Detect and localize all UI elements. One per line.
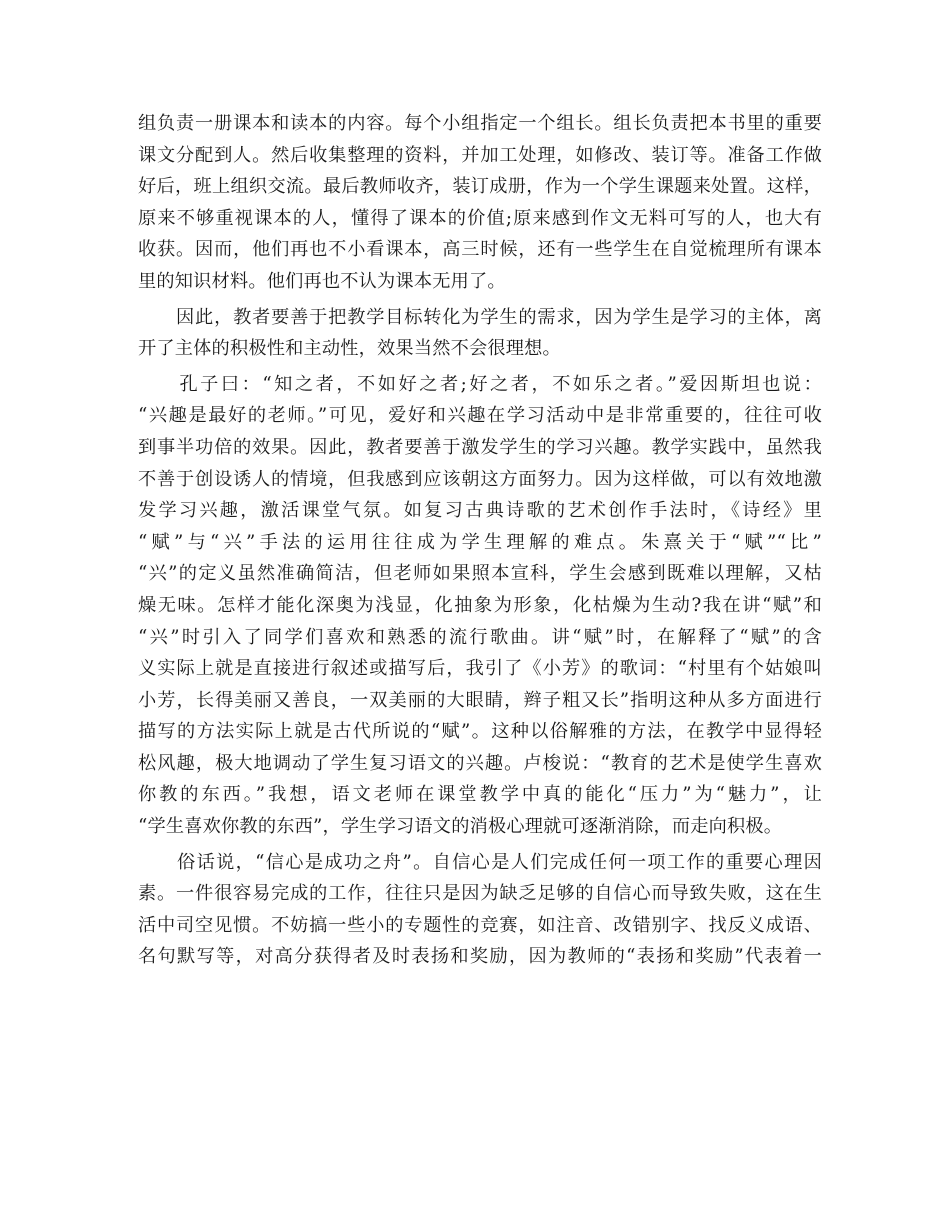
paragraph [138,369,822,843]
text-line: 俗话说，“信心是成功之舟”。自信心是人们完成任何一项工作的重要心理因 [138,851,822,873]
text-line: 活中司空见惯。不妨搞一些小的专题性的竞赛，如注音、改错别字、找反义成语、 [138,914,822,936]
text-line: “学生喜欢你教的东西”，学生学习语文的消极心理就可逐渐消除，而走向积极。 [138,816,783,838]
text-line: 开了主体的积极性和主动性，效果当然不会很理想。 [138,338,561,360]
paragraph [138,847,822,973]
text-line: 因此，教者要善于把教学目标转化为学生的需求，因为学生是学习的主体，离 [138,306,822,328]
text-line: 原来不够重视课本的人，懂得了课本的价值;原来感到作文无料可写的人，也大有 [138,207,822,229]
text-line: 松风趣，极大地调动了学生复习语文的兴趣。卢梭说：“教育的艺术是使学生喜欢 [138,752,822,774]
text-line: “兴趣是最好的老师。”可见，爱好和兴趣在学习活动中是非常重要的，往往可收 [138,405,822,427]
text-line: 小芳，长得美丽又善良，一双美丽的大眼睛，辫子粗又长”指明这种从多方面进行 [138,689,822,711]
text-line: 到事半功倍的效果。因此，教者要善于激发学生的学习兴趣。教学实践中，虽然我 [138,436,822,458]
text-line: 描写的方法实际上就是古代所说的“赋”。这种以俗解雅的方法，在教学中显得轻 [138,721,822,743]
text-line: 义实际上就是直接进行叙述或描写后，我引了《小芳》的歌词：“村里有个姑娘叫 [138,658,822,680]
text-line: 收获。因而，他们再也不小看课本，高三时候，还有一些学生在自觉梳理所有课本 [138,239,822,261]
text-line: “兴”时引入了同学们喜欢和熟悉的流行歌曲。讲“赋”时，在解释了“赋”的含 [138,626,822,648]
text-line: 孔子曰：“知之者，不如好之者;好之者，不如乐之者。”爱因斯坦也说： [138,373,822,395]
text-line: 名句默写等，对高分获得者及时表扬和奖励，因为教师的“表扬和奖励”代表着一 [138,946,822,968]
text-line: 不善于创设诱人的情境，但我感到应该朝这方面努力。因为这样做，可以有效地激 [138,468,822,490]
text-line: “兴”的定义虽然准确简洁，但老师如果照本宣科，学生会感到既难以理解，又枯 [138,563,822,585]
text-line: “赋”与“兴”手法的运用往往成为学生理解的难点。朱熹关于“赋”“比” [138,531,822,553]
document-page [138,108,822,973]
text-line: 好后，班上组织交流。最后教师收齐，装订成册，作为一个学生课题来处置。这样， [138,176,822,198]
text-line: 组负责一册课本和读本的内容。每个小组指定一个组长。组长负责把本书里的重要 [138,113,822,134]
text-line: 素。一件很容易完成的工作，往往只是因为缺乏足够的自信心而导致失败，这在生 [138,883,822,905]
text-line: 燥无味。怎样才能化深奥为浅显，化抽象为形象，化枯燥为生动?我在讲“赋”和 [138,594,822,616]
paragraph [138,108,822,298]
paragraph [138,302,822,365]
text-line: 里的知识材料。他们再也不认为课本无用了。 [138,270,506,292]
text-line: 你教的东西。”我想，语文老师在课堂教学中真的能化“压力”为“魅力”，让 [138,784,822,806]
text-line: 课文分配到人。然后收集整理的资料，并加工处理，如修改、装订等。准备工作做 [138,144,822,166]
text-line: 发学习兴趣，激活课堂气氛。如复习古典诗歌的艺术创作手法时，《诗经》里 [138,500,822,522]
